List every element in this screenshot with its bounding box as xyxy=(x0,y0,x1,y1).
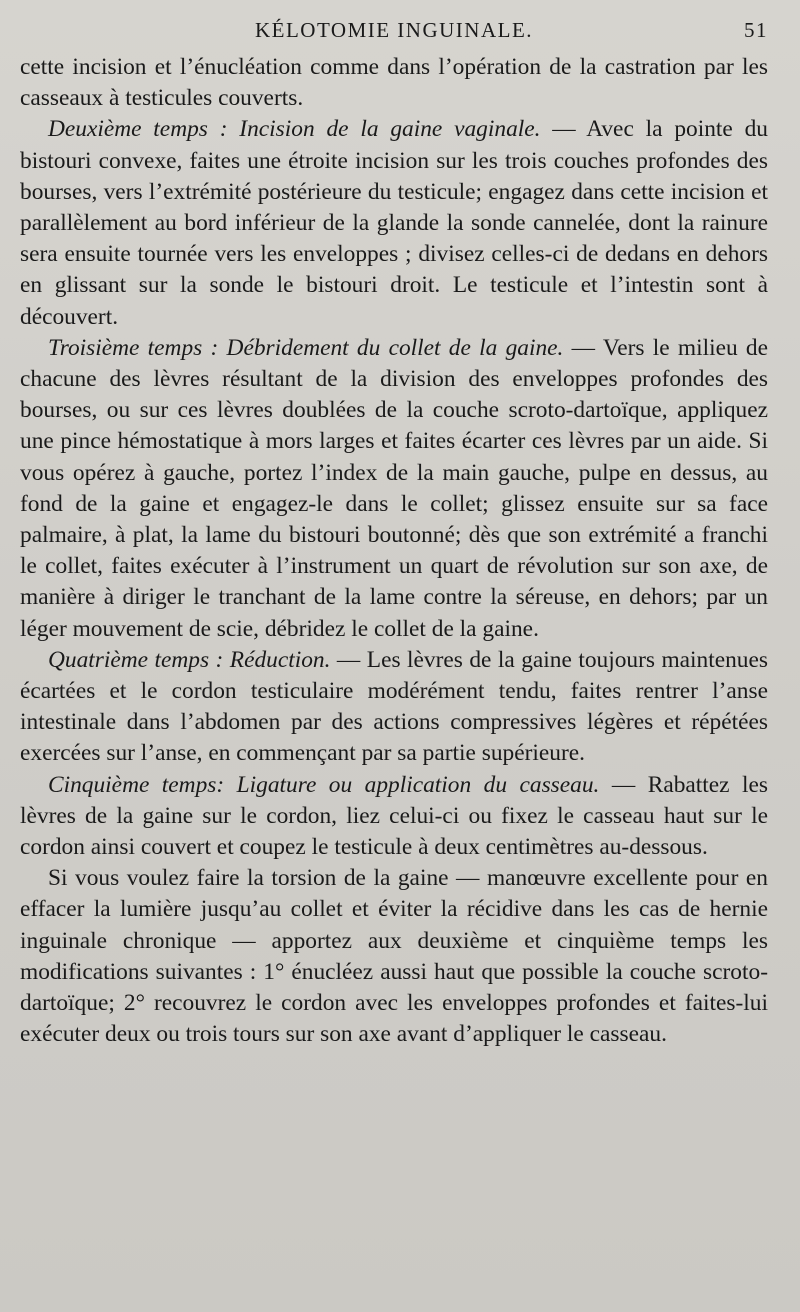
paragraph-text: — Avec la pointe du bistouri convexe, faites une étroite incision sur les trois couches profondes des bourses, vers l’extrémité postérieure du testicule; engagez dans cette incision et parallèlement au bord inférieur de la glande la sonde cannelée, dont la rainure sera ensuite tournée vers les enveloppes ; divisez celles-ci de dedans en dehors en glissant sur la sonde le bistouri droit. Le testicule et l’intestin sont à découvert. xyxy=(20,116,768,330)
paragraph-text: — Rabattez les lèvres de la gaine sur le cordon, liez celui-ci ou fixez le casseau haut sur le cordon ainsi couvert et coupez le testicule à deux centimètres au-dessous. xyxy=(20,771,768,861)
running-head xyxy=(20,18,768,52)
running-title: KÉLOTOMIE INGUINALE. xyxy=(254,18,534,42)
paragraph-heading: Quatrième temps : Réduction. xyxy=(48,646,331,673)
paragraph-text: Si vous voulez faire la torsion de la gaine — manœuvre excellente pour en effacer la lumière jusqu’au collet et éviter la récidive dans les cas de hernie inguinale chronique — apportez aux deuxième et cinquième temps les modifications suivantes : 1° énucléez aussi haut que possible la couche scroto-dartoïque; 2° recouvrez le cordon avec les enveloppes profondes et faites-lui exécuter deux ou trois tours sur son axe avant d’appliquer le casseau. xyxy=(20,865,768,1048)
paragraph-quatrieme-temps xyxy=(20,645,768,770)
paragraph-deuxieme-temps xyxy=(20,114,768,332)
page-number: 51 xyxy=(744,18,768,42)
paragraph-heading: Cinquième temps: Ligature ou application du casseau. xyxy=(48,771,600,798)
paragraph-continuation xyxy=(20,52,768,114)
paragraph-cinquieme-temps xyxy=(20,770,768,864)
paragraph-text: — Vers le milieu de chacune des lèvres résultant de la division des enveloppes profondes des bourses, ou sur ces lèvres doublées de la couche scroto-dartoïque, appliquez une pince hémostatique à mors larges et faites écarter ces lèvres par un aide. Si vous opérez à gauche, portez l’index de la main gauche, pulpe en dessus, au fond de la gaine et engagez-le dans le collet; glissez ensuite sur sa face palmaire, à plat, la lame du bistouri boutonné; dès que son extrémité a franchi le collet, faites exécuter à l’instrument un quart de révolution sur son axe, de manière à diriger le tranchant de la lame contre la séreuse, en dehors; par un léger mouvement de scie, débridez le collet de la gaine. xyxy=(20,334,768,642)
paragraph-torsion xyxy=(20,863,768,1050)
body-text xyxy=(20,52,768,1051)
paragraph-troisieme-temps xyxy=(20,333,768,645)
paragraph-text: cette incision et l’énucléation comme dans l’opération de la castration par les casseaux à testicules couverts. xyxy=(20,54,768,112)
paragraph-heading: Deuxième temps : Incision de la gaine vaginale. xyxy=(48,116,541,143)
paragraph-text: — Les lèvres de la gaine toujours maintenues écartées et le cordon testiculaire modérément tendu, faites rentrer l’anse intestinale dans l’abdomen par des actions compressives légères et répétées exercées sur l’anse, en commençant par sa partie supérieure. xyxy=(20,646,768,767)
paragraph-heading: Troisième temps : Débridement du collet de la gaine. xyxy=(48,334,564,361)
